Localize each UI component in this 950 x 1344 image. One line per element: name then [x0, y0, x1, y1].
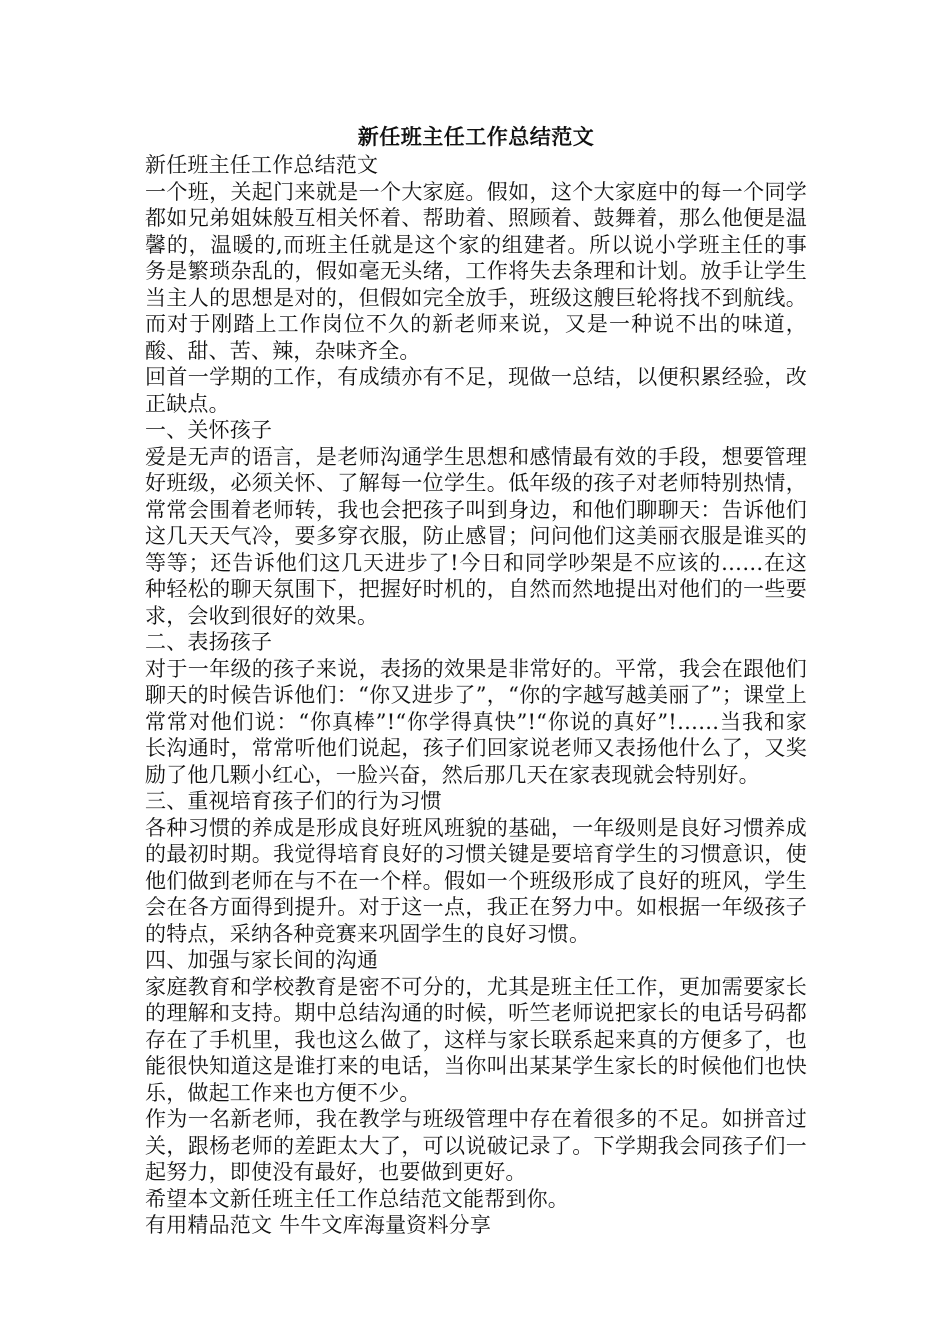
document-title: 新任班主任工作总结范文 — [357, 125, 595, 149]
paragraph-intro: 一个班，关起门来就是一个大家庭。假如，这个大家庭中的每一个同学都如兄弟姐妹般互相关怀着、帮助着、照顾着、鼓舞着，那么他便是温馨的，温暖的,而班主任就是这个家的组建者。所以说小学班主任的事务是繁琐杂乱的，假如毫无头绪，工作将失去条理和计划。放手让学生当主人的思想是对的，但假如完全放手，班级这艘巨轮将找不到航线。而对于刚踏上工作岗位不久的新老师来说，又是一种说不出的味道，酸、甜、苦、辣，杂味齐全。 — [145, 179, 807, 363]
section-heading-1: 一、关怀孩子 — [145, 418, 273, 442]
paragraph-review: 回首一学期的工作，有成绩亦有不足，现做一总结，以便积累经验，改正缺点。 — [145, 365, 807, 416]
closing-line: 希望本文新任班主任工作总结范文能帮到你。 — [145, 1186, 569, 1211]
footer-line: 有用精品范文 牛牛文库海量资料分享 — [145, 1213, 492, 1237]
paragraph-section-4: 家庭教育和学校教育是密不可分的，尤其是班主任工作，更加需要家长的理解和支持。期中总结沟通的时候，听竺老师说把家长的电话号码都存在了手机里，我也这么做了，这样与家长联系起来真的方便多了，也能很快知道这是谁打来的电话，当你叫出某某学生家长的时候他们也快乐，做起工作来也方便不少。 — [145, 974, 807, 1105]
paragraph-conclusion: 作为一名新老师，我在教学与班级管理中存在着很多的不足。如拼音过关，跟杨老师的差距太大了，可以说破记录了。下学期我会同孩子们一起努力，即使没有最好，也要做到更好。 — [145, 1107, 807, 1184]
document-subtitle: 新任班主任工作总结范文 — [145, 153, 379, 177]
section-heading-2: 二、表扬孩子 — [145, 630, 273, 654]
paragraph-section-3: 各种习惯的养成是形成良好班风班貌的基础，一年级则是良好习惯养成的最初时期。我觉得培育良好的习惯关键是要培育学生的习惯意识，使他们做到老师在与不在一个样。假如一个班级形成了良好的班风，学生会在各方面得到提升。对于这一点，我正在努力中。如根据一年级孩子的特点，采纳各种竞赛来巩固学生的良好习惯。 — [145, 815, 807, 946]
paragraph-section-2: 对于一年级的孩子来说，表扬的效果是非常好的。平常，我会在跟他们聊天的时候告诉他们：“你又进步了”，“你的字越写越美丽了”；课堂上常常对他们说：“你真棒”!“你学得真快”!“你说的真好”!……当我和家长沟通时，常常听他们说起，孩子们回家说老师又表扬他什么了，又奖励了他几颗小红心，一脸兴奋，然后那几天在家表现就会特别好。 — [145, 656, 807, 787]
section-heading-4: 四、加强与家长间的沟通 — [145, 948, 379, 972]
document-page — [145, 122, 807, 1239]
paragraph-section-1: 爱是无声的语言，是老师沟通学生思想和感情最有效的手段，想要管理好班级，必须关怀、了解每一位学生。低年级的孩子对老师特别热情，常常会围着老师转，我也会把孩子叫到身边，和他们聊聊天：告诉他们这几天天气冷，要多穿衣服，防止感冒；问问他们这美丽衣服是谁买的等等；还告诉他们这几天进步了!今日和同学吵架是不应该的……在这种轻松的聊天氛围下，把握好时机的，自然而然地提出对他们的一些要求，会收到很好的效果。 — [145, 444, 807, 628]
section-heading-3: 三、重视培育孩子们的行为习惯 — [145, 789, 442, 813]
